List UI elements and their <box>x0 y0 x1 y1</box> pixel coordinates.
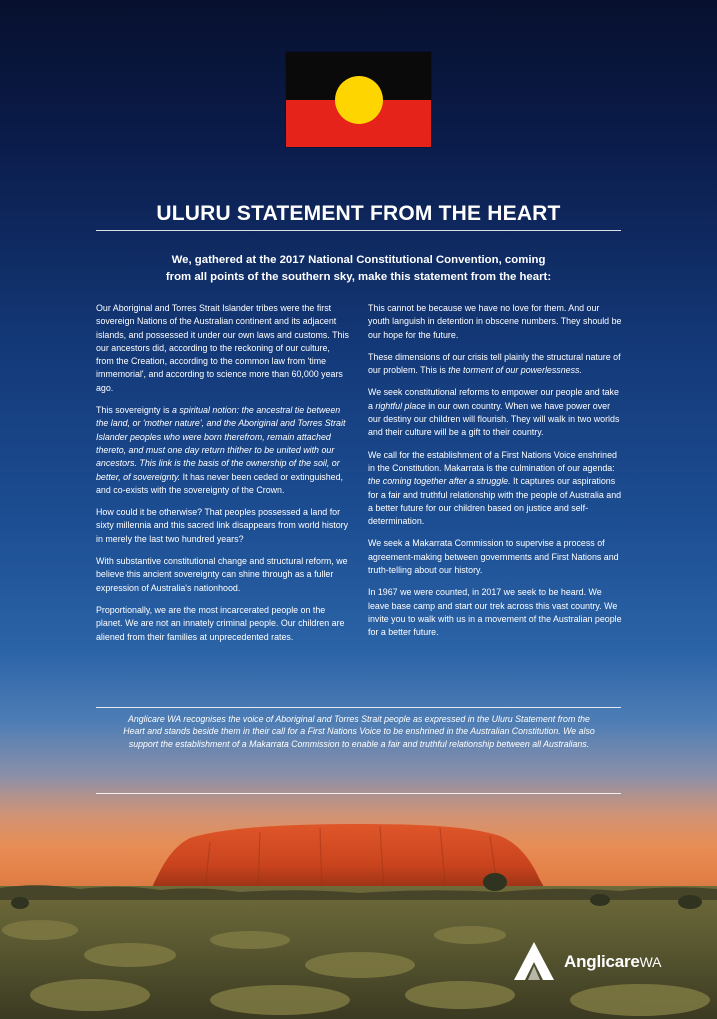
lead-line-2: from all points of the southern sky, make this statement from the heart: <box>165 271 552 283</box>
aboriginal-flag <box>286 52 431 147</box>
paragraph-powerlessness: These dimensions of our crisis tell plainly the structural nature of our problem. This is the torment of our powerlessness. <box>368 351 621 376</box>
paragraph-youth-detention: This cannot be because we have no love for them. And our youth languish in detention in obscene numbers. They should be our hope for the future. <box>368 303 622 340</box>
right-column <box>368 302 623 649</box>
flag-sun-circle <box>335 76 383 124</box>
paragraph-constitutional-change: With substantive constitutional change and structural reform, we believe this ancient sovereignty can shine through as a fuller expression of Australia's nationhood. <box>96 556 348 593</box>
paragraph-sixty-millennia: How could it be otherwise? That peoples possessed a land for sixty millennia and this sacred link disappears from world history in merely the last two hundred years? <box>96 507 349 544</box>
anglicare-a-icon <box>512 940 556 984</box>
lead-statement <box>96 252 621 286</box>
paragraph-1967-counted: In 1967 we were counted, in 2017 we seek to be heard. We leave base camp and start our trek across this vast country. We invite you to walk with us in a movement of the Australian people for a better future. <box>368 587 622 638</box>
anglicare-recognition-statement: Anglicare WA recognises the voice of Aboriginal and Torres Strait people as expressed in the Uluru Statement from the Heart and stands beside them in their call for a First Nations Voice to be enshrined in the Australian Constitution. We also support the establishment of a Makarrata Commission to enable a fair and truthful relationship between all Australians. <box>123 714 595 749</box>
title-divider <box>96 230 621 231</box>
anglicare-wa-logo <box>512 940 672 984</box>
paragraph-makarrata-commission: We seek a Makarrata Commission to supervise a process of agreement-making between governments and First Nations and truth-telling about our history. <box>368 538 619 576</box>
paragraph-rightful-place: We seek constitutional reforms to empower our people and take a rightful place in our own country. When we have power over our destiny our children will flourish. They will walk in two worlds and their culture will be a gift to their country. <box>368 387 620 438</box>
paragraph-incarcerated: Proportionally, we are the most incarcerated people on the planet. We are not an innately criminal people. Our children are aliened from their families at unprecedented rates. <box>96 604 345 642</box>
logo-wordmark: AnglicareWA <box>564 952 662 971</box>
paragraph-spiritual-notion: This sovereignty is a spiritual notion: the ancestral tie between the land, or 'mother nature', and the Aboriginal and Torres Strait Islander peoples who were born therefrom, remain attached thereto, and must one day return thither to be united with our ancestors. This link is the basis of the ownership of the soil, or better, of sovereignty. It has never been ceded or extinguished, and co-exists with the sovereignty of the Crown. <box>96 405 346 495</box>
left-column <box>96 302 350 653</box>
closing-divider-bottom <box>96 793 621 794</box>
lead-line-1: We, gathered at the 2017 National Constitutional Convention, coming <box>171 254 546 266</box>
page-title: ULURU STATEMENT FROM THE HEART <box>156 202 561 225</box>
closing-divider-top <box>96 707 621 708</box>
paragraph-sovereign-nations: Our Aboriginal and Torres Strait Islander tribes were the first sovereign Nations of the Australian continent and its adjacent islands, and possessed it under our own laws and customs. This our ancestors did, according to the reckoning of our culture, from the Creation, according to the common law from 'time immemorial', and according to science more than 60,000 years ago. <box>96 303 349 393</box>
paragraph-first-nations-voice: We call for the establishment of a First Nations Voice enshrined in the Constitution. Makarrata is the culmination of our agenda: the coming together after a struggle. It captures our aspirations for a fair and truthful relationship with the people of Australia and a better future for our children based on justice and self-determination. <box>368 449 622 527</box>
